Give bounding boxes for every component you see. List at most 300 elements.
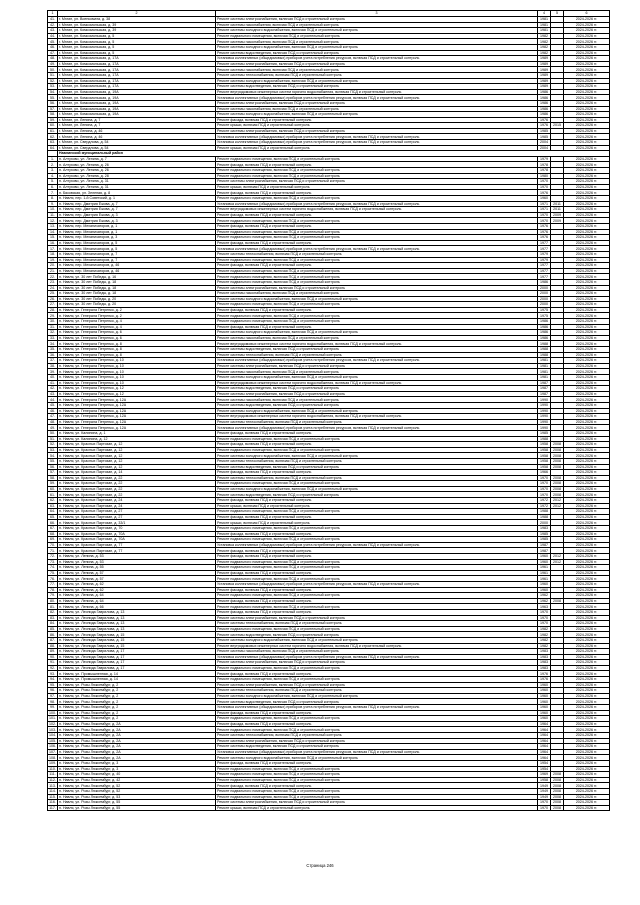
work-type-cell: Ремонт фасада, включая ПСД и строительный контроль: [216, 190, 538, 196]
row-number: 42.: [48, 386, 58, 392]
work-type-cell: Ремонт подвального помещения, включая ПСД и строительный контроль: [216, 229, 538, 235]
work-type-cell: Установка коллективных (общедомовых) приборов учета потребления ресурсов, включая ПСД и строительный контроль: [216, 201, 538, 207]
build-year-cell: 1964: [538, 749, 551, 755]
work-type-cell: Ремонт фасада, включая ПСД и строительный контроль: [216, 307, 538, 313]
period-cell: 2024-2026 гг.: [564, 302, 610, 308]
row-number: 39.: [48, 369, 58, 375]
build-year-cell: 1970: [538, 179, 551, 185]
row-number: 53.: [48, 447, 58, 453]
work-type-cell: Ремонт подвального помещения, включая ПСД и строительный контроль: [216, 274, 538, 280]
address-cell: п. Навля, ул. Генерала Петренко, д. 12А: [58, 425, 216, 431]
period-cell: 2024-2026 гг.: [564, 123, 610, 129]
address-cell: п. Навля, ул. Генерала Петренко, д. 6: [58, 335, 216, 341]
build-year-cell: 2000: [538, 302, 551, 308]
build-year-cell: 1961: [538, 576, 551, 582]
period-cell: 2024-2026 гг.: [564, 749, 610, 755]
row-number: 85.: [48, 626, 58, 632]
period-cell: 2024-2026 гг.: [564, 140, 610, 146]
build-year-cell: 1960: [538, 699, 551, 705]
period-cell: 2024-2026 гг.: [564, 201, 610, 207]
period-cell: 2024-2026 гг.: [564, 766, 610, 772]
address-cell: п. Навля, ул. Генерала Петренко, д. 2: [58, 307, 216, 313]
row-number: 14.: [48, 229, 58, 235]
period-cell: 2024-2026 гг.: [564, 347, 610, 353]
period-cell: 2024-2026 гг.: [564, 251, 610, 257]
period-cell: 2024-2026 гг.: [564, 223, 610, 229]
period-cell: 2024-2026 гг.: [564, 324, 610, 330]
row-number: 27.: [48, 302, 58, 308]
build-year-cell: 1949: [538, 783, 551, 789]
build-year-cell: 1986: [538, 335, 551, 341]
work-type-cell: Ремонт внутридомовых инженерных систем горячего водоснабжения, включая ПСД и строительный контроль: [216, 643, 538, 649]
address-cell: г. Мглин, ул. Комсомольская, д. 17А: [58, 84, 216, 90]
build-year-cell: 1983: [538, 660, 551, 666]
overhaul-year-cell: 2012: [551, 503, 564, 509]
build-year-cell: 1954: [538, 766, 551, 772]
overhaul-year-cell: 2008: [551, 805, 564, 811]
row-number: 40.: [48, 375, 58, 381]
period-cell: 2024-2026 гг.: [564, 50, 610, 56]
row-number: 17.: [48, 246, 58, 252]
row-number: 47.: [48, 50, 58, 56]
build-year-cell: 2000: [538, 296, 551, 302]
period-cell: 2024-2026 гг.: [564, 570, 610, 576]
period-cell: 2024-2026 гг.: [564, 190, 610, 196]
address-cell: п. Навля, пер. Механизаторов, д. 7: [58, 257, 216, 263]
build-year-cell: 1976: [538, 671, 551, 677]
build-year-cell: 1987: [538, 391, 551, 397]
work-type-cell: Ремонт системы водоотведения, включая ПСД и строительный контроль: [216, 50, 538, 56]
address-cell: п. Навля, ул. Ленина, д. 62: [58, 581, 216, 587]
header-cell: 6: [564, 11, 610, 17]
overhaul-year-cell: 2008: [551, 794, 564, 800]
address-cell: п. Навля, ул. Розы Люксембург, д. 3: [58, 760, 216, 766]
address-cell: п. Навля, ул. Ленина, д. 64: [58, 593, 216, 599]
build-year-cell: 1986: [538, 106, 551, 112]
row-number: 57.: [48, 470, 58, 476]
build-year-cell: 1986: [538, 89, 551, 95]
address-cell: п. Навля, пер. Механизаторов, д. 46: [58, 263, 216, 269]
row-number: 108.: [49, 755, 56, 760]
work-type-cell: Ремонт фасада, включая ПСД и строительный контроль: [216, 587, 538, 593]
build-year-cell: 1975: [538, 313, 551, 319]
work-type-cell: Ремонт внутридомовых инженерных систем горячего водоснабжения, включая ПСД и строительный контроль: [216, 89, 538, 95]
build-year-cell: 1970: [538, 212, 551, 218]
work-type-cell: Ремонт системы электроснабжения, включая ПСД и строительный контроль: [216, 738, 538, 744]
period-cell: 2024-2026 гг.: [564, 716, 610, 722]
period-cell: 2024-2026 гг.: [564, 470, 610, 476]
build-year-cell: 1979: [538, 251, 551, 257]
work-type-cell: Ремонт подвального помещения, включая ПСД и строительный контроль: [216, 156, 538, 162]
work-type-cell: Установка коллективных (общедомовых) приборов учета потребления ресурсов, включая ПСД и строительный контроль: [216, 654, 538, 660]
work-type-cell: Ремонт системы холодного водоснабжения, включая ПСД и строительный контроль: [216, 637, 538, 643]
row-number: 63.: [48, 503, 58, 509]
row-number: 41.: [48, 380, 58, 386]
build-year-cell: 1990: [538, 397, 551, 403]
address-cell: п. Навля, ул. Леонида Гаврилова, д. 17: [58, 665, 216, 671]
row-number: 105.: [49, 738, 56, 743]
address-cell: п. Навля, ул. Генерала Петренко, д. 2: [58, 313, 216, 319]
row-number: 81.: [48, 604, 58, 610]
address-cell: п. Навля, ул. Красных Партизан, д. 24: [58, 498, 216, 504]
row-number: 25.: [48, 291, 58, 297]
work-type-cell: Ремонт подвального помещения, включая ПСД и строительный контроль: [216, 33, 538, 39]
address-cell: п. Навля, ул. Генерала Петренко, д. 10: [58, 363, 216, 369]
row-number: 107.: [49, 749, 56, 754]
row-number: 48.: [48, 56, 58, 62]
address-cell: п. Навля, ул. Леонида Гаврилова, д. 13: [58, 615, 216, 621]
work-type-cell: Ремонт фасада, включая ПСД и строительный контроль: [216, 498, 538, 504]
address-cell: г. Мглин, ул. Комсомольская, д. 19А: [58, 89, 216, 95]
address-cell: п. Навля, пер. Дмитрия Ежова, д. 3: [58, 218, 216, 224]
period-cell: 2024-2026 гг.: [564, 688, 610, 694]
address-cell: п. Алтухово, ул. Ленина, д. 26: [58, 168, 216, 174]
build-year-cell: 1982: [538, 33, 551, 39]
work-type-cell: Ремонт системы теплоснабжения, включая ПСД и строительный контроль: [216, 419, 538, 425]
work-type-cell: Ремонт подвального помещения, включая ПСД и строительный контроль: [216, 279, 538, 285]
row-number: 112.: [49, 777, 56, 782]
period-cell: 2024-2026 гг.: [564, 263, 610, 269]
row-number: 92.: [48, 665, 58, 671]
period-cell: 2024-2026 гг.: [564, 554, 610, 560]
period-cell: 2024-2026 гг.: [564, 660, 610, 666]
work-type-cell: Ремонт системы электроснабжения, включая ПСД и строительный контроль: [216, 179, 538, 185]
period-cell: 2024-2026 гг.: [564, 291, 610, 297]
address-cell: п. Навля, ул. Красных Партизан, д. 12: [58, 458, 216, 464]
address-cell: п. Навля, ул. Леонида Гаврилова, д. 13: [58, 609, 216, 615]
row-number: 62.: [48, 498, 58, 504]
row-number: 31.: [48, 324, 58, 330]
work-type-cell: Ремонт внутридомовых инженерных систем горячего водоснабжения, включая ПСД и строительный контроль: [216, 207, 538, 213]
row-number: 58.: [48, 475, 58, 481]
work-type-cell: Ремонт системы электроснабжения, включая ПСД и строительный контроль: [216, 800, 538, 806]
row-number: 28.: [48, 307, 58, 313]
build-year-cell: 1970: [538, 486, 551, 492]
period-cell: 2024-2026 гг.: [564, 587, 610, 593]
row-number: 52.: [48, 78, 58, 84]
build-year-cell: 1958: [538, 442, 551, 448]
overhaul-year-cell: 2009: [551, 218, 564, 224]
period-cell: 2024-2026 гг.: [564, 257, 610, 263]
period-cell: 2024-2026 гг.: [564, 419, 610, 425]
table-body: [48, 11, 610, 811]
period-cell: 2024-2026 гг.: [564, 235, 610, 241]
build-year-cell: 1986: [538, 100, 551, 106]
work-type-cell: Установка коллективных (общедомовых) приборов учета потребления ресурсов, включая ПСД и строительный контроль: [216, 542, 538, 548]
work-type-cell: Ремонт системы водоотведения, включая ПСД и строительный контроль: [216, 386, 538, 392]
address-cell: п. Навля, ул. Розы Люксембург, д. 2: [58, 716, 216, 722]
work-type-cell: Ремонт подвального помещения, включая ПСД и строительный контроль: [216, 319, 538, 325]
work-type-cell: Ремонт подвального помещения, включая ПСД и строительный контроль: [216, 196, 538, 202]
address-cell: п. Навля, ул. Леонида Гаврилова, д. 15: [58, 643, 216, 649]
period-cell: 2024-2026 гг.: [564, 319, 610, 325]
address-cell: п. Навля, ул. Розы Люксембург, д. 55: [58, 800, 216, 806]
row-number: 65.: [48, 514, 58, 520]
period-cell: 2024-2026 гг.: [564, 145, 610, 151]
period-cell: 2024-2026 гг.: [564, 358, 610, 364]
work-type-cell: Ремонт подвального помещения, включая ПСД и строительный контроль: [216, 257, 538, 263]
work-type-cell: Ремонт системы холодного водоснабжения, включая ПСД и строительный контроль: [216, 375, 538, 381]
address-cell: п. Навля, ул. Промышленная, д. 14: [58, 671, 216, 677]
period-cell: 2024-2026 гг.: [564, 162, 610, 168]
row-number: 35.: [48, 347, 58, 353]
row-number: 76.: [48, 576, 58, 582]
address-cell: п. Навля, ул. Леонида Гаврилова, д. 13: [58, 621, 216, 627]
build-year-cell: 1964: [538, 733, 551, 739]
address-cell: п. Навля, ул. Красных Партизан, д. 70: [58, 526, 216, 532]
period-cell: 2024-2026 гг.: [564, 425, 610, 431]
build-year-cell: 1970: [538, 615, 551, 621]
work-type-cell: Ремонт крыши, включая ПСД и строительный контроль: [216, 123, 538, 129]
period-cell: 2024-2026 гг.: [564, 565, 610, 571]
period-cell: 2024-2026 гг.: [564, 375, 610, 381]
work-type-cell: Ремонт подвального помещения, включая ПСД и строительный контроль: [216, 235, 538, 241]
build-year-cell: 1960: [538, 554, 551, 560]
build-year-cell: 1982: [538, 50, 551, 56]
build-year-cell: 1987: [538, 542, 551, 548]
work-type-cell: Ремонт крыши, включая ПСД и строительный контроль: [216, 145, 538, 151]
work-type-cell: Ремонт фасада, включая ПСД и строительный контроль: [216, 710, 538, 716]
work-type-cell: Ремонт системы теплоснабжения, включая ПСД и строительный контроль: [216, 352, 538, 358]
address-cell: п. Навля, ул. Красных Партизан, д. 77: [58, 542, 216, 548]
work-type-cell: Ремонт подвального помещения, включая ПСД и строительный контроль: [216, 559, 538, 565]
build-year-cell: 1983: [538, 526, 551, 532]
work-type-cell: Ремонт подвального помещения, включая ПСД и строительный контроль: [216, 593, 538, 599]
build-year-cell: 1949: [538, 788, 551, 794]
period-cell: 2024-2026 гг.: [564, 492, 610, 498]
period-cell: 2024-2026 гг.: [564, 67, 610, 73]
period-cell: 2024-2026 гг.: [564, 330, 610, 336]
work-type-cell: Ремонт подвального помещения, включая ПСД и строительный контроль: [216, 777, 538, 783]
address-cell: п. Навля, ул. 30 лет Победы, д. 16: [58, 274, 216, 280]
row-number: 82.: [48, 609, 58, 615]
row-number: 102.: [49, 722, 56, 726]
row-number: 77.: [48, 581, 58, 587]
period-cell: 2024-2026 гг.: [564, 33, 610, 39]
period-cell: 2024-2026 гг.: [564, 788, 610, 794]
row-number: 41.: [48, 17, 58, 23]
address-cell: п. Навля, пер. Дмитрия Ежова, д. 7: [58, 207, 216, 213]
address-cell: п. Навля, пер. Механизаторов, д. 1: [58, 229, 216, 235]
build-year-cell: 1960: [538, 196, 551, 202]
row-number: 64.: [48, 145, 58, 151]
work-type-cell: Ремонт подвального помещения, включая ПСД и строительный контроль: [216, 677, 538, 683]
address-cell: г. Мглин, ул. Комсомольская, д. 39: [58, 28, 216, 34]
row-number: 69.: [48, 537, 58, 543]
row-number: 50.: [48, 67, 58, 73]
row-number: 80.: [48, 598, 58, 604]
work-type-cell: Ремонт фасада, включая ПСД и строительный контроль: [216, 531, 538, 537]
row-number: 101.: [49, 716, 56, 721]
work-type-cell: Ремонт подвального помещения, включая ПСД и строительный контроль: [216, 436, 538, 442]
address-cell: г. Мглин, ул. Комсомольская, д. 5: [58, 33, 216, 39]
row-number: 3.: [48, 168, 58, 174]
address-cell: г. Мглин, ул. Свердлова, д. 54: [58, 140, 216, 146]
address-cell: п. Навля, ул. Розы Люксембург, д. 2А: [58, 738, 216, 744]
build-year-cell: 1970: [538, 218, 551, 224]
address-cell: п. Навля, ул. Розы Люксембург, д. 2А: [58, 733, 216, 739]
work-type-cell: Ремонт внутридомовых инженерных систем горячего водоснабжения, включая ПСД и строительный контроль: [216, 380, 538, 386]
build-year-cell: 1985: [538, 430, 551, 436]
address-cell: п. Навля, ул. Красных Партизан, д. 22: [58, 481, 216, 487]
address-cell: п. Навля, ул. Промышленная, д. 14: [58, 677, 216, 683]
build-year-cell: 1966: [538, 470, 551, 476]
work-type-cell: Ремонт фасада, включая ПСД и строительный контроль: [216, 263, 538, 269]
work-type-cell: Ремонт системы теплоснабжения, включая ПСД и строительный контроль: [216, 621, 538, 627]
row-number: 59.: [48, 117, 58, 123]
period-cell: 2024-2026 гг.: [564, 783, 610, 789]
build-year-cell: 1960: [538, 688, 551, 694]
row-number: 96.: [48, 688, 58, 694]
row-number: 83.: [48, 615, 58, 621]
build-year-cell: 1960: [538, 705, 551, 711]
build-year-cell: 1983: [538, 665, 551, 671]
address-cell: п. Бяковская, ул. Зеленая, д. 8: [58, 190, 216, 196]
row-number: 34.: [48, 341, 58, 347]
address-cell: п. Навля, ул. Ленина, д. 66: [58, 604, 216, 610]
row-number: 2.: [48, 162, 58, 168]
work-type-cell: Ремонт системы водоотведения, включая ПСД и строительный контроль: [216, 632, 538, 638]
address-cell: п. Навля, ул. Генерала Петренко, д. 12А: [58, 414, 216, 420]
row-number: 5.: [48, 179, 58, 185]
row-number: 98.: [48, 699, 58, 705]
row-number: 51.: [48, 72, 58, 78]
work-type-cell: Ремонт внутридомовых инженерных систем горячего водоснабжения, включая ПСД и строительный контроль: [216, 341, 538, 347]
work-type-cell: Ремонт системы водоотведения, включая ПСД и строительный контроль: [216, 402, 538, 408]
header-cell: 2: [58, 11, 216, 17]
build-year-cell: 1960: [538, 682, 551, 688]
address-cell: п. Навля, ул. Леонида Гаврилова, д. 17: [58, 660, 216, 666]
period-cell: 2024-2026 гг.: [564, 56, 610, 62]
period-cell: 2024-2026 гг.: [564, 430, 610, 436]
period-cell: 2024-2026 гг.: [564, 598, 610, 604]
address-cell: п. Навля, ул. Ленина, д. 62: [58, 587, 216, 593]
build-year-cell: 1989: [538, 56, 551, 62]
overhaul-year-cell: 2008: [551, 442, 564, 448]
period-cell: 2024-2026 гг.: [564, 386, 610, 392]
address-cell: п. Навля, пер. Дмитрия Ежова, д. 7: [58, 201, 216, 207]
work-type-cell: Ремонт фасада, включая ПСД и строительный контроль: [216, 570, 538, 576]
period-cell: 2024-2026 гг.: [564, 402, 610, 408]
period-cell: 2024-2026 гг.: [564, 498, 610, 504]
work-type-cell: Установка коллективных (общедомовых) приборов учета потребления ресурсов, включая ПСД и строительный контроль: [216, 581, 538, 587]
period-cell: 2024-2026 гг.: [564, 721, 610, 727]
document-sheet: [47, 10, 609, 811]
period-cell: 2024-2026 гг.: [564, 503, 610, 509]
address-cell: п. Навля, пер. 1-й Советский, д. 1: [58, 196, 216, 202]
row-number: 4.: [48, 173, 58, 179]
row-number: 30.: [48, 319, 58, 325]
overhaul-year-cell: 2012: [551, 554, 564, 560]
row-number: 67.: [48, 526, 58, 532]
row-number: 56.: [48, 464, 58, 470]
row-number: 38.: [48, 363, 58, 369]
period-cell: 2024-2026 гг.: [564, 184, 610, 190]
build-year-cell: 1977: [538, 263, 551, 269]
work-type-cell: Ремонт системы водоотведения, включая ПСД и строительный контроль: [216, 84, 538, 90]
row-number: 91.: [48, 660, 58, 666]
build-year-cell: 2000: [538, 520, 551, 526]
address-cell: п. Навля, ул. Красных Партизан, д. 70А: [58, 537, 216, 543]
work-type-cell: Ремонт системы теплоснабжения, включая ПСД и строительный контроль: [216, 458, 538, 464]
period-cell: 2024-2026 гг.: [564, 112, 610, 118]
build-year-cell: 1977: [538, 240, 551, 246]
overhaul-year-cell: 2008: [551, 777, 564, 783]
build-year-cell: 1982: [538, 632, 551, 638]
build-year-cell: 1990: [538, 402, 551, 408]
overhaul-year-cell: 2008: [551, 783, 564, 789]
address-cell: п. Навля, ул. Генерала Петренко, д. 12А: [58, 419, 216, 425]
build-year-cell: 2004: [538, 140, 551, 146]
address-cell: п. Алтухово, ул. Ленина, д. 28: [58, 173, 216, 179]
row-number: 59.: [48, 481, 58, 487]
build-year-cell: 1985: [538, 537, 551, 543]
header-cell: 1: [48, 11, 58, 17]
build-year-cell: 1963: [538, 604, 551, 610]
work-type-cell: Ремонт системы электроснабжения, включая ПСД и строительный контроль: [216, 128, 538, 134]
build-year-cell: 1985: [538, 134, 551, 140]
work-type-cell: Ремонт системы водоотведения, включая ПСД и строительный контроль: [216, 492, 538, 498]
period-cell: 2024-2026 гг.: [564, 341, 610, 347]
build-year-cell: 1990: [538, 419, 551, 425]
address-cell: п. Навля, ул. Генерала Петренко, д. 12А: [58, 408, 216, 414]
build-year-cell: 1970: [538, 800, 551, 806]
row-number: 62.: [48, 134, 58, 140]
work-type-cell: Ремонт системы электроснабжения, включая ПСД и строительный контроль: [216, 17, 538, 23]
address-cell: п. Навля, ул. Ленина, д. 53: [58, 554, 216, 560]
build-year-cell: 1985: [538, 531, 551, 537]
row-number: 53.: [48, 84, 58, 90]
period-cell: 2024-2026 гг.: [564, 268, 610, 274]
work-type-cell: Ремонт системы электроснабжения, включая ПСД и строительный контроль: [216, 285, 538, 291]
period-cell: 2024-2026 гг.: [564, 559, 610, 565]
period-cell: 2024-2026 гг.: [564, 654, 610, 660]
row-number: 56.: [48, 100, 58, 106]
address-cell: п. Навля, ул. Розы Люксембург, д. 53: [58, 794, 216, 800]
work-type-cell: Ремонт системы холодного водоснабжения, включая ПСД и строительный контроль: [216, 44, 538, 50]
address-cell: п. Навля, ул. Розы Люксембург, д. 2А: [58, 727, 216, 733]
row-number: 16.: [48, 240, 58, 246]
work-type-cell: Ремонт системы водоотведения, включая ПСД и строительный контроль: [216, 699, 538, 705]
build-year-cell: 1976: [538, 190, 551, 196]
work-type-cell: Ремонт системы газоснабжения, включая ПСД и строительный контроль: [216, 22, 538, 28]
address-cell: п. Навля, ул. Генерала Петренко, д. 8: [58, 347, 216, 353]
work-type-cell: Ремонт системы холодного водоснабжения, включая ПСД и строительный контроль: [216, 486, 538, 492]
work-type-cell: Установка коллективных (общедомовых) приборов учета потребления ресурсов, включая ПСД и строительный контроль: [216, 246, 538, 252]
period-cell: 2024-2026 гг.: [564, 520, 610, 526]
build-year-cell: 1990: [538, 408, 551, 414]
period-cell: 2024-2026 гг.: [564, 649, 610, 655]
row-number: 64.: [48, 509, 58, 515]
period-cell: 2024-2026 гг.: [564, 755, 610, 761]
overhaul-year-cell: 2012: [551, 498, 564, 504]
row-number: 13.: [48, 223, 58, 229]
build-year-cell: 1982: [538, 637, 551, 643]
row-number: 115.: [49, 794, 56, 799]
work-type-cell: Установка коллективных (общедомовых) приборов учета потребления ресурсов, включая ПСД и строительный контроль: [216, 705, 538, 711]
overhaul-year-cell: 2011: [551, 207, 564, 213]
build-year-cell: 1986: [538, 330, 551, 336]
period-cell: 2024-2026 гг.: [564, 335, 610, 341]
row-number: 111.: [49, 772, 56, 777]
period-cell: 2024-2026 гг.: [564, 744, 610, 750]
work-type-cell: Ремонт подвального помещения, включая ПСД и строительный контроль: [216, 218, 538, 224]
work-type-cell: Ремонт системы электроснабжения, включая ПСД и строительный контроль: [216, 100, 538, 106]
work-type-cell: Ремонт системы электроснабжения, включая ПСД и строительный контроль: [216, 682, 538, 688]
build-year-cell: 1960: [538, 559, 551, 565]
build-year-cell: 1989: [538, 72, 551, 78]
address-cell: п. Навля, ул. Красных Партизан, д. 22: [58, 475, 216, 481]
